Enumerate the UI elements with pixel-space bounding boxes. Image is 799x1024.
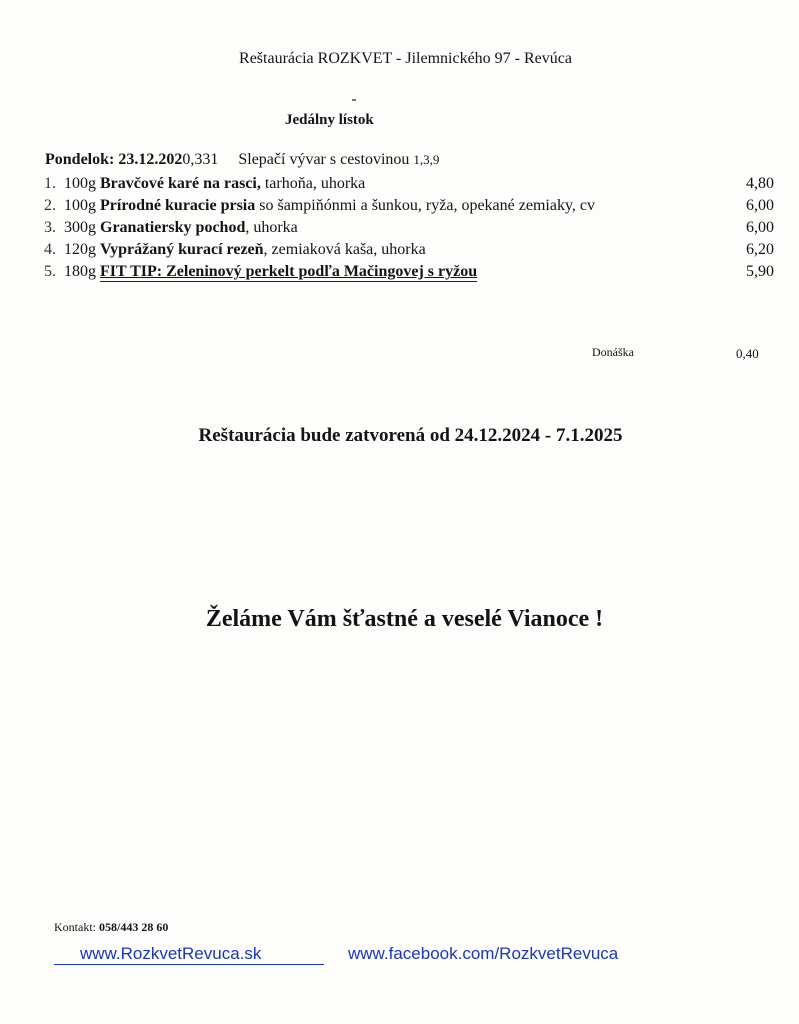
menu-item <box>44 175 774 197</box>
soup-quantity: 0,331 <box>182 151 219 168</box>
closure-notice: Reštaurácia bude zatvorená od 24.12.2024 - 7.1.2025 <box>198 425 623 446</box>
contact-phone: 058/443 28 60 <box>99 920 169 934</box>
menu-items-list <box>44 175 774 285</box>
contact-label: Kontakt: <box>54 920 96 934</box>
item-price: 6,00 <box>746 219 774 236</box>
item-quantity: 180g <box>64 263 96 280</box>
menu-title: Jedálny lístok <box>285 112 374 128</box>
restaurant-header: Reštaurácia ROZKVET - Jilemnického 97 - Revúca <box>239 50 572 67</box>
item-description: tarhoňa, uhorka <box>260 175 366 192</box>
item-price: 6,00 <box>746 197 774 214</box>
link-underline <box>54 964 324 965</box>
item-number: 2. <box>44 197 56 214</box>
item-description: , zemiaková kaša, uhorka <box>263 241 426 258</box>
item-number: 3. <box>44 219 56 236</box>
delivery-line <box>592 345 759 361</box>
soup-name: Slepačí vývar s cestovinou <box>238 151 410 168</box>
day-soup-line <box>45 151 439 169</box>
item-price: 4,80 <box>746 175 774 192</box>
item-number: 4. <box>44 241 56 258</box>
menu-item <box>44 241 774 263</box>
item-quantity: 100g <box>64 197 96 214</box>
item-description: , uhorka <box>245 219 298 236</box>
item-name: Bravčové karé na rasci, <box>100 175 261 192</box>
item-quantity: 120g <box>64 241 96 258</box>
fit-tip-underline <box>100 263 477 282</box>
item-description: so šampiňónmi a šunkou, ryža, opekané zemiaky, cv <box>255 197 596 214</box>
item-name: FIT TIP: Zeleninový perkelt podľa Mačingovej s ryžou <box>100 263 478 280</box>
christmas-greeting: Želáme Vám šťastné a veselé Vianoce ! <box>205 606 604 632</box>
day-date: Pondelok: 23.12.202 <box>45 151 183 168</box>
item-quantity: 100g <box>64 175 96 192</box>
contact-line <box>54 920 168 935</box>
item-name: Granatiersky pochod <box>100 219 246 236</box>
facebook-link[interactable]: www.facebook.com/RozkvetRevuca <box>348 944 619 963</box>
menu-item-fit-tip <box>44 263 774 285</box>
soup-allergens: 1,3,9 <box>413 152 440 167</box>
item-name: Prírodné kuracie prsia <box>100 197 256 214</box>
item-price: 5,90 <box>746 263 774 280</box>
delivery-price: 0,40 <box>736 346 759 361</box>
menu-item <box>44 197 774 219</box>
item-name: Vyprážaný kurací rezeň <box>100 241 264 258</box>
menu-item <box>44 219 774 241</box>
item-quantity: 300g <box>64 219 96 236</box>
delivery-label: Donáška <box>592 345 634 359</box>
item-price: 6,20 <box>746 241 774 258</box>
item-number: 1. <box>44 175 56 192</box>
website-link[interactable]: www.RozkvetRevuca.sk <box>80 944 262 963</box>
links-row <box>54 944 674 968</box>
scan-speck <box>352 99 356 101</box>
item-number: 5. <box>44 263 56 280</box>
